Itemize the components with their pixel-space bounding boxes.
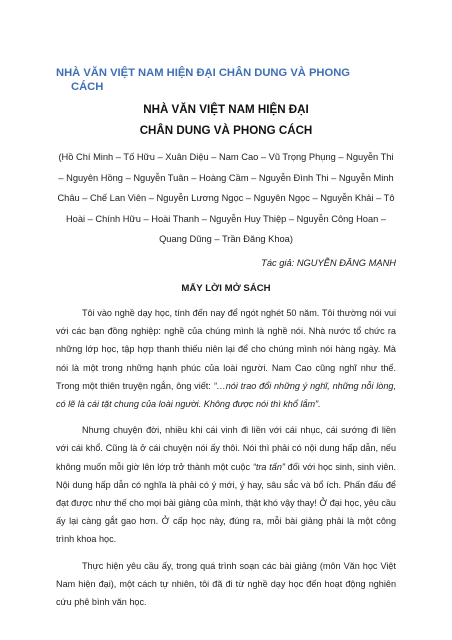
document-heading xyxy=(56,66,396,94)
book-title xyxy=(56,99,396,141)
paragraph-3: Thực hiện yêu cầu ấy, trong quá trình soạn các bài giảng (môn Văn học Việt Nam hiện đại), một cách tự nhiên, tôi đã đi từ nghề dạy học đến hoạt động nghiên cứu phê bình văn học. xyxy=(56,560,396,608)
heading-line-2: CÁCH xyxy=(71,81,104,93)
paragraph-2 xyxy=(56,421,396,548)
paragraph-2-text-before: Nhưng chuyện đời, nhiều khi cái vinh đi liền với cái nhục, cái sướng đi liền với cái khổ. Cũng là ở cái chuyện nói ấy thôi. Nói thì phải có nội dung hấp dẫn, nếu không muốn mỗi giờ lên lớp trở thành một cuộc xyxy=(56,425,396,472)
heading-line-1: NHÀ VĂN VIỆT NAM HIỆN ĐẠI CHÂN DUNG VÀ PHONG xyxy=(56,67,350,79)
authors-list: (Hồ Chí Minh – Tố Hữu – Xuân Diệu – Nam Cao – Vũ Trọng Phụng – Nguyễn Thi – Nguyên Hồng – Nguyễn Tuân – Hoàng Cầm – Nguyễn Đình Thi – Nguyễn Minh Châu – Chế Lan Viên – Nguyễn Lương Ngọc – Nguyên Ngọc – Nguyễn Khải – Tô Hoài – Chính Hữu – Hoài Thanh – Nguyễn Huy Thiệp – Nguyễn Công Hoan – Quang Dũng – Trần Đăng Khoa) xyxy=(57,152,395,245)
book-title-line-2: CHÂN DUNG VÀ PHONG CÁCH xyxy=(139,124,313,137)
paragraph-1-quote: “…nói trao đổi những ý nghĩ, những nỗi lòng, có lẽ là cái tặt chung của loài người. Không được nói thì khổ lắm”. xyxy=(56,380,396,409)
book-title-line-1: NHÀ VĂN VIỆT NAM HIỆN ĐẠI xyxy=(143,103,309,116)
author-byline: Tác giả: NGUYỄN ĐĂNG MẠNH xyxy=(261,257,396,268)
paragraph-2-text-after: đối với học sinh, sinh viên. Nội dung hấp dẫn có nghĩa là phải có ý mới, ý hay, sâu sắc và bổ ích. Phấn đấu để đạt được như thế cho mọi bài giảng của mình, thật khó vậy thay! Ở đại học, yêu cầu ấy lại càng gắt gao hơn. Ở cấp học này, đúng ra, mỗi bài giảng phải là một công trình khoa học. xyxy=(56,461,396,545)
section-title: MẤY LỜI MỞ SÁCH xyxy=(181,282,271,294)
paragraph-2-quote: “tra tấn” xyxy=(252,461,285,472)
paragraph-1 xyxy=(56,304,396,413)
paragraph-1-text: Tôi vào nghề dạy học, tính đến nay để ngót nghét 50 năm. Tôi thường nói vui với các bạn đồng nghiệp: nghề của chúng mình là nghề nói. Nhà nước tổ chức ra những lớp học, tập hợp thanh thiếu niên lại để cho chúng mình nói hàng ngày. Mà nói là một trong những hạnh phúc của loài người. Nam Cao cũng nghĩ như thế. Trong một thiên truyện ngắn, ông viết: xyxy=(56,307,396,391)
